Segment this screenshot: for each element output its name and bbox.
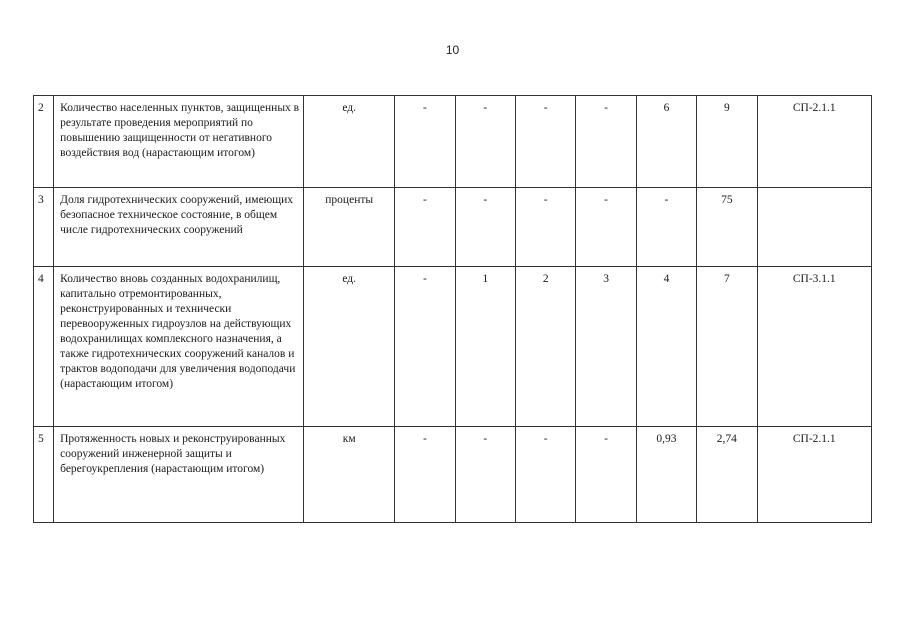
- table-row: [34, 427, 872, 523]
- row-number: 5: [34, 427, 54, 523]
- page-number: 10: [445, 43, 460, 57]
- unit-cell: ед.: [304, 267, 395, 427]
- value-cell: -: [455, 96, 515, 188]
- value-cell: 0,93: [636, 427, 696, 523]
- value-cell: 7: [697, 267, 757, 427]
- code-cell: СП-2.1.1: [757, 96, 872, 188]
- indicators-table: [33, 95, 872, 523]
- indicator-description: Количество вновь созданных водохранилищ, капитально отремонтированных, реконструированных и технически перевооруженных гидроузлов на действующих водохранилищах комплексного назначения, а также гидротехнических сооружений каналов и трактов водоподачи для увеличения водоподачи (нарастающим итогом): [54, 267, 304, 427]
- value-cell: 2: [516, 267, 576, 427]
- indicator-description: Количество населенных пунктов, защищенных в результате проведения мероприятий по повышению защищенности от негативного воздействия вод (нарастающим итогом): [54, 96, 304, 188]
- value-cell: -: [395, 427, 455, 523]
- row-number: 4: [34, 267, 54, 427]
- value-cell: -: [576, 96, 636, 188]
- code-cell: [757, 188, 872, 267]
- value-cell: -: [516, 427, 576, 523]
- indicator-description: Доля гидротехнических сооружений, имеющих безопасное техническое состояние, в общем числе гидротехнических сооружений: [54, 188, 304, 267]
- table-row: [34, 96, 872, 188]
- value-cell: -: [576, 427, 636, 523]
- value-cell: -: [395, 96, 455, 188]
- table-row: [34, 267, 872, 427]
- unit-cell: ед.: [304, 96, 395, 188]
- value-cell: -: [395, 188, 455, 267]
- value-cell: -: [576, 188, 636, 267]
- value-cell: -: [455, 188, 515, 267]
- indicator-description: Протяженность новых и реконструированных сооружений инженерной защиты и берегоукрепления (нарастающим итогом): [54, 427, 304, 523]
- value-cell: 9: [697, 96, 757, 188]
- value-cell: 4: [636, 267, 696, 427]
- value-cell: 75: [697, 188, 757, 267]
- row-number: 2: [34, 96, 54, 188]
- value-cell: -: [516, 188, 576, 267]
- value-cell: -: [395, 267, 455, 427]
- table-row: [34, 188, 872, 267]
- value-cell: -: [636, 188, 696, 267]
- code-cell: СП-2.1.1: [757, 427, 872, 523]
- row-number: 3: [34, 188, 54, 267]
- code-cell: СП-3.1.1: [757, 267, 872, 427]
- value-cell: 6: [636, 96, 696, 188]
- value-cell: -: [516, 96, 576, 188]
- value-cell: 1: [455, 267, 515, 427]
- value-cell: 2,74: [697, 427, 757, 523]
- value-cell: 3: [576, 267, 636, 427]
- unit-cell: проценты: [304, 188, 395, 267]
- unit-cell: км: [304, 427, 395, 523]
- value-cell: -: [455, 427, 515, 523]
